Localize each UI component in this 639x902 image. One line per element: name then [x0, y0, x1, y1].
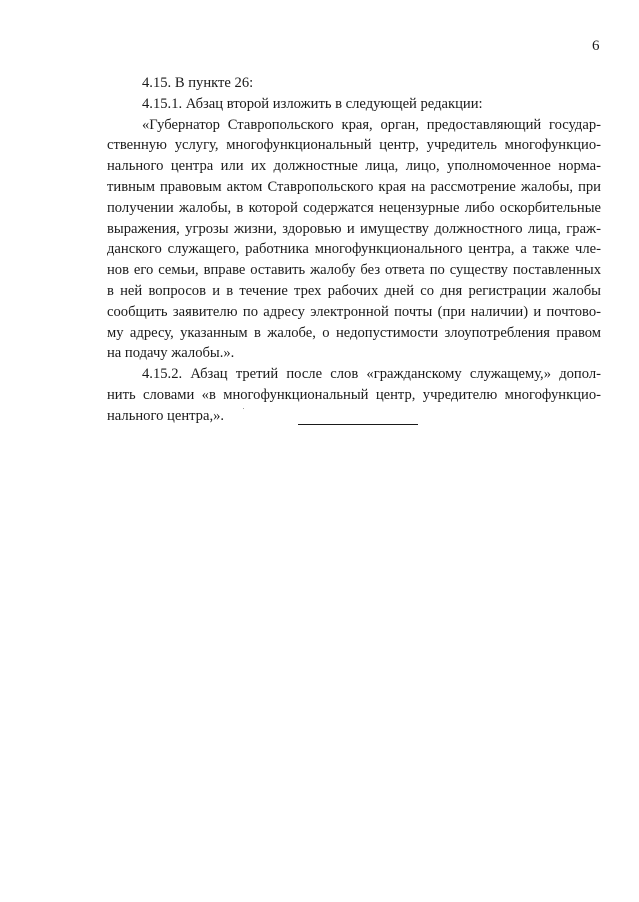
paragraph-line: «Губернатор Ставропольского края, орган, предоставляющий государ- [142, 116, 601, 133]
paragraph-line: сообщить заявителю по адресу электронной почты (при наличии) и почтово- [107, 303, 601, 320]
paragraph-line: нов его семьи, вправе оставить жалобу без ответа по существу поставленных [107, 262, 601, 279]
paragraph-line: нального центра,». [107, 407, 225, 424]
paragraph-line: выражения, угрозы жизни, здоровью и имуществу должностного лица, граж- [107, 220, 601, 237]
paragraph-line: 4.15.1. Абзац второй изложить в следующей редакции: [142, 95, 483, 112]
document-body [107, 73, 601, 427]
end-separator-line [298, 424, 418, 425]
scan-speck [243, 408, 244, 409]
page-number: 6 [592, 38, 600, 54]
paragraph-line: в ней вопросов и в течение трех рабочих дней со дня регистрации жалобы [107, 282, 601, 299]
paragraph-line: 4.15. В пункте 26: [142, 75, 254, 91]
paragraph-line: 4.15.2. Абзац третий после слов «гражданскому служащему,» допол- [142, 366, 601, 383]
paragraph-line: тивным правовым актом Ставропольского края на рассмотрение жалобы, при [107, 178, 601, 195]
paragraph-line: нить словами «в многофункциональный центр, учредителю многофункцио- [107, 386, 601, 403]
paragraph-line: му адресу, указанным в жалобе, о недопустимости злоупотребления правом [107, 324, 601, 341]
paragraph-line: данского служащего, работника многофункционального центра, а также чле- [107, 241, 601, 258]
paragraph-line: получении жалобы, в которой содержатся нецензурные либо оскорбительные [107, 199, 601, 216]
paragraph-line: ственную услугу, многофункциональный центр, учредитель многофункцио- [107, 137, 601, 154]
paragraph-line: на подачу жалобы.». [107, 345, 235, 362]
paragraph-line: нального центра или их должностные лица, лицо, уполномоченное норма- [107, 158, 601, 175]
